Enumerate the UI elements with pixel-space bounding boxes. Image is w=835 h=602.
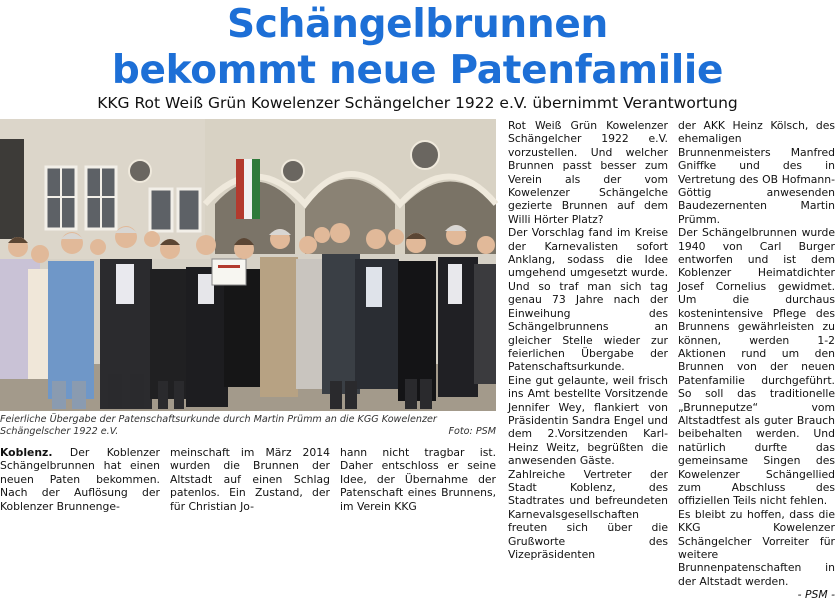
photo-caption bbox=[0, 414, 496, 438]
column-4-paragraph-3: Eine gut gelaunte, weil frisch ins Amt bestellte Vorsitzende Jennifer Wey, flankiert von Präsidentin Sandra Engel und dem 2.Vorsitzenden Karl-Heinz Weitz, begrüßten die anwesenden Gäste. bbox=[508, 373, 668, 468]
caption-text: Feierliche Übergabe der Patenschaftsurkunde durch Martin Prümm an die KGG Kowelenzer Schängelscher 1922 e.V. bbox=[0, 414, 437, 437]
column-3-text: hann nicht tragbar ist. Daher entschloss er seine Idee, der Übernahme der Patenschaft eines Brunnens, im Verein KKG bbox=[340, 446, 496, 513]
column-5-paragraph-2: Der Schängelbrunnen wurde 1940 von Carl Burger entworfen und ist dem Koblenzer Heimatdichter Josef Cornelius gewidmet. Um die durchaus kostenintensive Pflege des Brunnens gewährleisten zu können, werden 1-2 Aktionen rund um den Brunnen von der neuen Patenfamilie durchgeführt. So soll das traditionelle „Brunneputze“ vom Altstadtfest als guter Brauch beibehalten werden. Und natürlich durfte das gemeinsame Singen des Kowelenzer Schängellied zum Abschluss des offiziellen Teils nicht fehlen. bbox=[678, 226, 835, 508]
column-5-paragraph-1: der AKK Heinz Kölsch, des ehemaligen Brunnenmeisters Manfred Gniffke und des in Vertretung des OB Hofmann-Göttig anwesenden Baudezernenten Martin Prümm. bbox=[678, 119, 835, 226]
headline-line-1: Schängelbrunnen bbox=[227, 2, 608, 47]
text-column-5 bbox=[678, 119, 835, 602]
text-column-1 bbox=[0, 446, 160, 513]
headline-line-2: bekommt neue Patenfamilie bbox=[111, 48, 724, 93]
group-photo bbox=[0, 119, 496, 411]
dateline: Koblenz. bbox=[0, 446, 53, 459]
text-column-3 bbox=[340, 446, 496, 513]
subheadline: KKG Rot Weiß Grün Kowelenzer Schängelcher 1922 e.V. übernimmt Verantwortung bbox=[97, 94, 738, 112]
text-column-2 bbox=[170, 446, 330, 513]
author-signature: - PSM - bbox=[797, 588, 835, 602]
column-5-paragraph-3: Es bleibt zu hoffen, dass die KKG Kowelenzer Schängelcher Vorreiter für weitere Brunnenpatenschaften in der Altstadt werden. bbox=[678, 507, 835, 588]
headline bbox=[0, 2, 835, 94]
column-4-paragraph-2: Der Vorschlag fand im Kreise der Karnevalisten sofort Anklang, sodass die Idee umgehend umgesetzt wurde. Und so traf man sich tag genau 73 Jahre nach der Einweihung des Schängelbrunnens an gleicher Stelle wieder zur feierlichen Übergabe der Patenschaftsurkunde. bbox=[508, 226, 668, 374]
column-1-text: Der Koblenzer Schängelbrunnen hat einen neuen Paten bekommen. Nach der Auflösung der Koblenzer Brunnenge- bbox=[0, 446, 160, 513]
column-4-paragraph-1: Rot Weiß Grün Kowelenzer Schängelcher 1922 e.V. vorzustellen. Und welcher Brunnen passt besser zum Verein als der vom Kowelenzer Schängelche gezierte Brunnen auf dem Willi Hörter Platz? bbox=[508, 119, 668, 226]
photo-credit: Foto: PSM bbox=[448, 426, 496, 437]
column-4-paragraph-4: Zahlreiche Vertreter der Stadt Koblenz, des Stadtrates und befreundeten Karnevalsgesellschaften freuten sich über die Grußworte des Vizepräsidenten bbox=[508, 467, 668, 561]
text-column-4 bbox=[508, 119, 668, 561]
column-2-text: meinschaft im März 2014 wurden die Brunnen der Altstadt auf einen Schlag patenlos. Ein Zustand, der für Christian Jo- bbox=[170, 446, 330, 513]
